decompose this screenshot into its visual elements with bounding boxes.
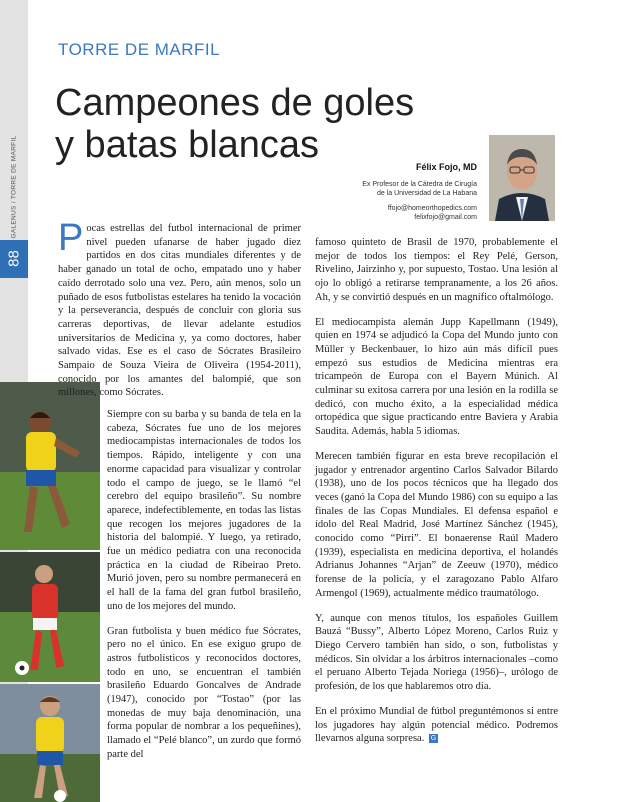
end-mark-icon: G — [430, 735, 437, 743]
running-head: GALENUS / TORRE DE MARFIL — [10, 135, 18, 239]
author-email-2: felixfojo@gmail.com — [414, 214, 477, 221]
paragraph-text: En el próximo Mundial de fútbol preguntémonos si entre los jugadores hay algún potencial médico. Podremos llevarnos alguna sorpresa. — [315, 705, 558, 745]
paragraph: Y, aunque con menos títulos, los españoles Guillem Bauzá “Bussy”, Alberto López Moreno, Carlos Ruiz y Diego Cervero también han sido, o son, futbolistas y médicos. Sin olvidar a los árbitros internacionales –como el peruano Alberto Tejada Noriega (1956)–, urólogo de profesión, de los que hablaremos otro día. — [315, 612, 558, 693]
title-line-2: y batas blancas — [55, 124, 320, 166]
author-block — [362, 162, 477, 222]
paragraph — [58, 217, 301, 400]
author-portrait — [489, 135, 555, 221]
paragraph: famoso quinteto de Brasil de 1970, probablemente el mejor de todos los tiempos: el Rey Pelé, Gerson, Rivelino, Jairzinho y, por supuesto, Tostao. Una lesión al ojo lo obligó a retirarse tempranamente, a los 26 años. Ah, y se convirtió después en un magnífico oftalmólogo. — [315, 237, 558, 303]
section-label: TORRE DE MARFIL — [58, 40, 221, 59]
paragraph: Merecen también figurar en esta breve recopilación el jugador y entrenador argentino Carlos Salvador Bilardo (1938), uno de los pocos técnicos que ha llegado dos veces (ganó la Copa del Mundo 1986) con su equipo a las finales de las Copas Mundiales. El defensa español e ídolo del Real Madrid, José Martínez Sánchez (1945), conocido como “Pirri”. El bonaerense Raúl Madero (1939), especialista en medicina deportiva, el holandés Adrianus Johannes “Arjan” de Zeeuw (1970), médico forense de la policía, y el zaragozano Pablo Alfaro Armengol (1969), actualmente médico traumatólogo. — [315, 450, 558, 599]
title-line-1: Campeones de goles — [55, 82, 415, 124]
photo-tostao — [0, 684, 100, 802]
page-number-tab — [0, 240, 28, 278]
article-column-left — [58, 217, 301, 411]
author-name: Félix Fojo, MD — [415, 162, 477, 172]
author-affiliation-2: de la Universidad de La Habana — [376, 190, 477, 197]
page-number: 88 — [5, 250, 23, 267]
photo-player-red — [0, 552, 100, 682]
paragraph: El mediocampista alemán Jupp Kapellmann (1949), quien en 1974 se adjudicó la Copa del Mundo junto con Müller y Beckenbauer, lo hizo aún más difícil pues empezó sus estudios de Medicina mientras era tricampeón de Europa con el Bayern Múnich. Al culminar su exitosa carrera por una lesión en la rodilla se dedicó, con mucho éxito, a la especialidad médica ortopédica que sigue practicando entre Baviera y Arabia Saudita. Además, habla 5 idiomas. — [315, 316, 558, 438]
article-column-right — [315, 236, 558, 757]
article-title — [55, 82, 475, 166]
author-affiliation-1: Ex Profesor de la Cátedra de Cirugía — [362, 181, 477, 188]
paragraph: Siempre con su barba y su banda de tela en la cabeza, Sócrates fue uno de los mejores mediocampistas internacionales de todos los tiempos. Rápido, inteligente y con una enorme capacidad para visualizar y controlar todo el campo de juego, se le llamó “el cerebro del equipo brasileño”. Su nombre aparece, indefectiblemente, en todas las listas que recogen los mejores jugadores de la historia del balompié. Y luego, ya retirado, fue un médico pediatra con una reconocida práctica en la ciudad de Ribeirao Preto. Murió joven, pero su nombre permanecerá en el hall de la fama del gran futbol brasileño, uno de los mejores del mundo. — [107, 409, 301, 612]
drop-cap: P — [58, 217, 84, 259]
article-column-middle — [107, 408, 301, 773]
paragraph: Gran futbolista y buen médico fue Sócrates, pero no el único. En ese exiguo grupo de astros futbolísticos y reconocidos doctores, todo en uno, se encuentran el también brasileño Eduardo Goncalves de Andrade (1947), conocido por “Tostao” (por las monedas de muy baja denominación, una forma popular de nombrar a los pequeñines), llamado el “Pelé blanco”, un zurdo que formó parte del — [107, 625, 301, 760]
author-email-1: ffojo@homeorthopedics.com — [387, 205, 477, 212]
paragraph — [315, 705, 558, 746]
paragraph-text: ocas estrellas del futbol internacional de primer nivel pueden ufanarse de haber jugado diez partidos en dos citas mundiales diferentes y de haber ganado un total de ocho, empatado uno y haber caído derrotado solo una vez. Pero, aún menos, solo un puñado de esos futbolistas estelares ha tenido la vocación y la perseverancia, después de concluir con gloria sus carreras deportivas, de llevar adelante estudios universitarios de Medicina y, ya como doctores, haber salvado vidas. Ese es el caso de Sócrates Brasileiro Sampaio de Souza Vieira de Oliveira (1954-2011), conocido por los amantes del balompié, que son millones, como Sócrates. — [58, 223, 301, 399]
